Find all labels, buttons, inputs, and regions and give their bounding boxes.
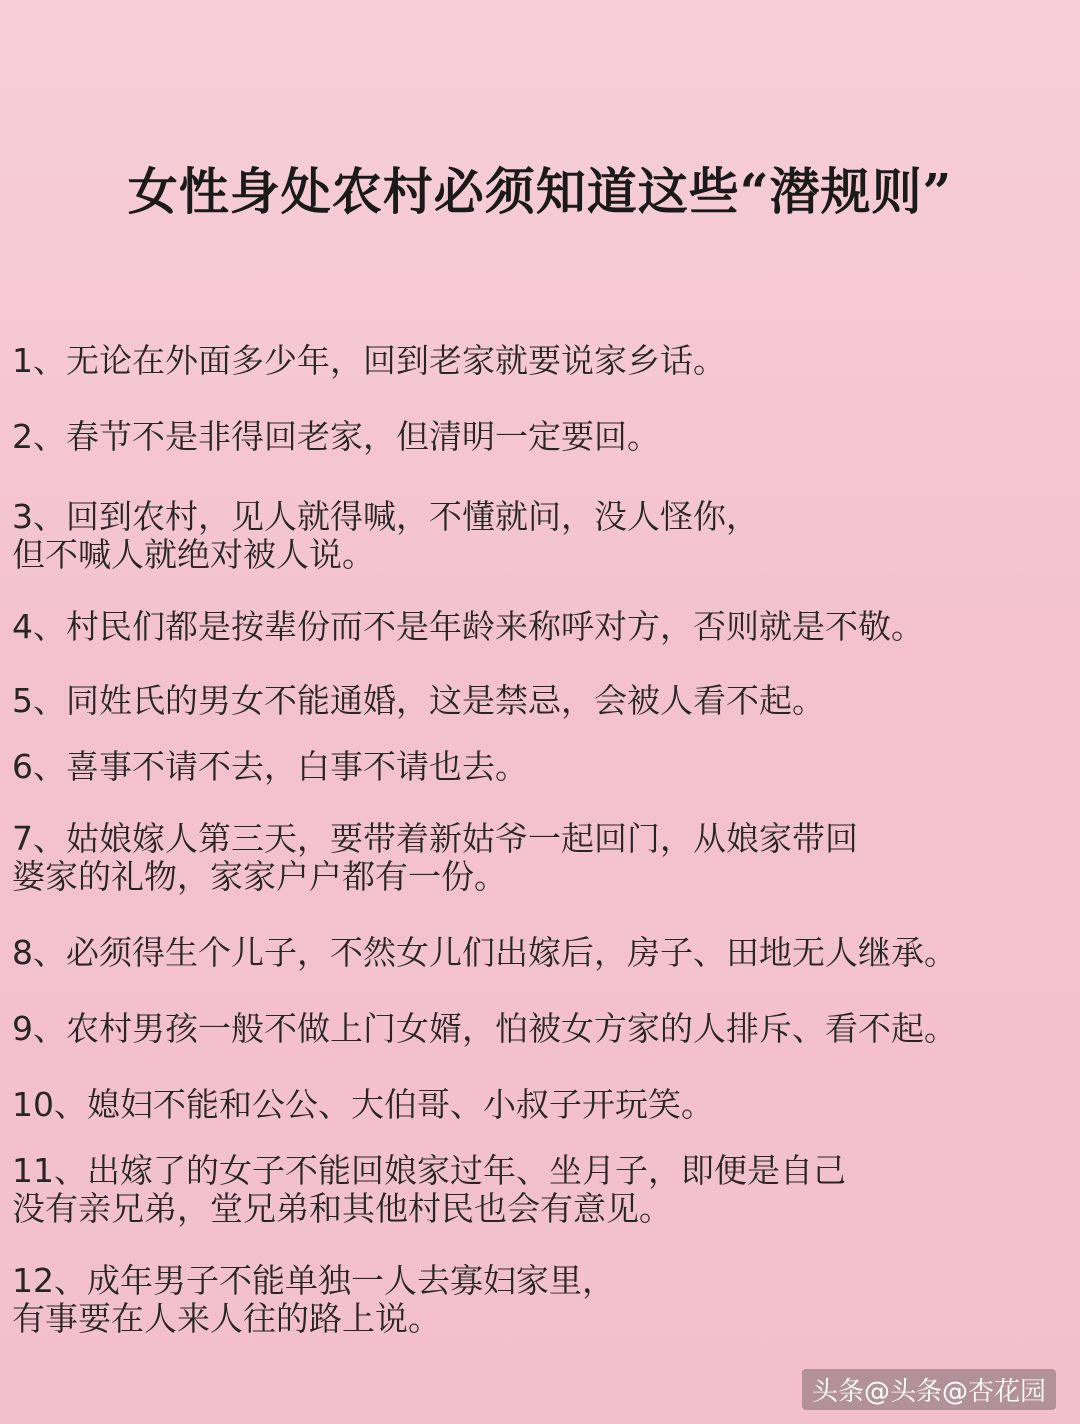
rule-line: 11、出嫁了的女子不能回娘家过年、坐月子，即便是自己	[12, 1151, 846, 1190]
rule-item-2	[12, 418, 1072, 456]
rule-line: 1、无论在外面多少年，回到老家就要说家乡话。	[12, 341, 726, 380]
rule-item-4	[12, 608, 1072, 646]
rule-item-10	[12, 1086, 1072, 1124]
rule-line: 没有亲兄弟，堂兄弟和其他村民也会有意见。	[12, 1189, 672, 1228]
rule-line: 4、村民们都是按辈份而不是年龄来称呼对方，否则就是不敬。	[12, 607, 924, 646]
watermark: 头条@头条@杏花园	[802, 1369, 1056, 1410]
rule-item-3	[12, 498, 1072, 574]
rule-line: 10、媳妇不能和公公、大伯哥、小叔子开玩笑。	[12, 1085, 714, 1124]
rule-line: 3、回到农村，见人就得喊，不懂就问，没人怪你，	[12, 497, 759, 536]
rule-line: 婆家的礼物，家家户户都有一份。	[12, 857, 507, 896]
rule-item-9	[12, 1010, 1072, 1048]
rule-item-12	[12, 1262, 1072, 1338]
rule-item-6	[12, 748, 1072, 786]
rule-line: 有事要在人来人往的路上说。	[12, 1299, 441, 1338]
rule-line: 7、姑娘嫁人第三天，要带着新姑爷一起回门，从娘家带回	[12, 819, 858, 858]
rule-line: 但不喊人就绝对被人说。	[12, 535, 375, 574]
page-title: 女性身处农村必须知道这些“潜规则”	[127, 162, 953, 221]
rule-line: 5、同姓氏的男女不能通婚，这是禁忌，会被人看不起。	[12, 681, 825, 720]
rule-line: 6、喜事不请不去，白事不请也去。	[12, 747, 528, 786]
rule-line: 12、成年男子不能单独一人去寡妇家里，	[12, 1261, 615, 1300]
rule-item-11	[12, 1152, 1072, 1228]
rule-item-1	[12, 342, 1072, 380]
rule-item-5	[12, 682, 1072, 720]
rule-item-7	[12, 820, 1072, 896]
rule-item-8	[12, 934, 1072, 972]
rule-line: 9、农村男孩一般不做上门女婿，怕被女方家的人排斥、看不起。	[12, 1009, 957, 1048]
rule-line: 2、春节不是非得回老家，但清明一定要回。	[12, 417, 660, 456]
rule-line: 8、必须得生个儿子，不然女儿们出嫁后，房子、田地无人继承。	[12, 933, 957, 972]
